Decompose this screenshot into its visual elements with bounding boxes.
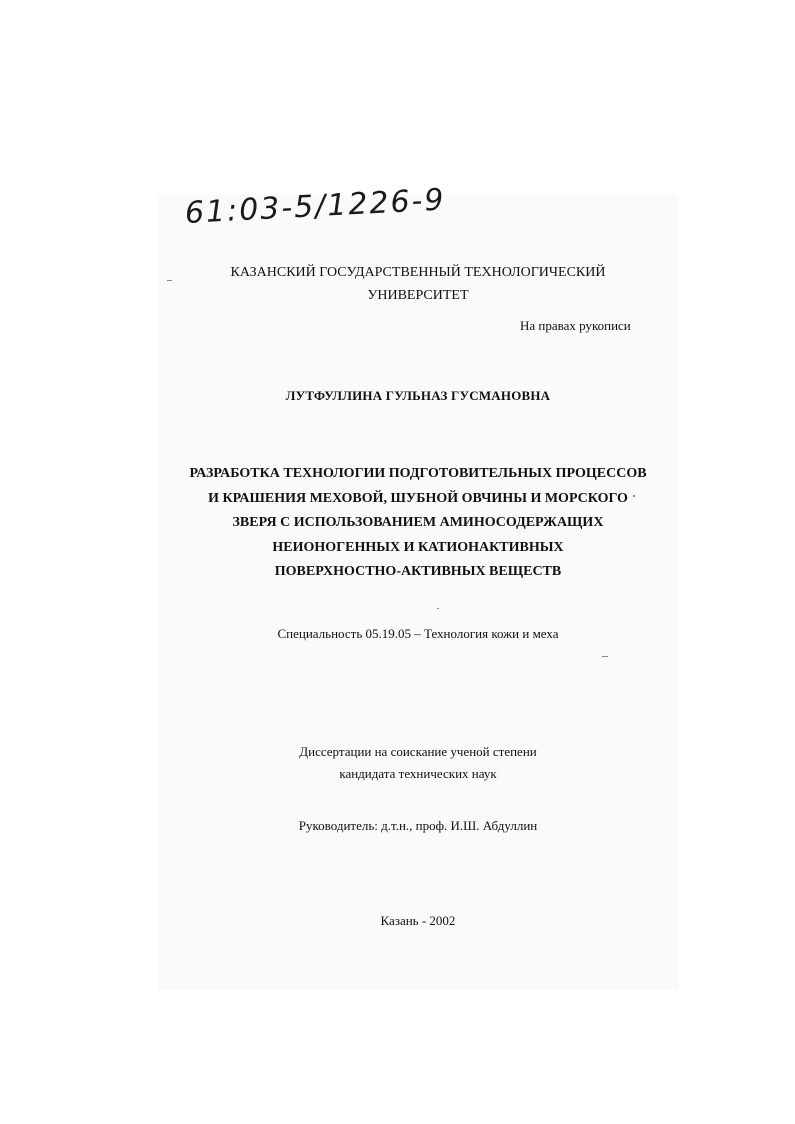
title-line-2: И КРАШЕНИЯ МЕХОВОЙ, ШУБНОЙ ОВЧИНЫ И МОРСКОГО <box>208 490 628 506</box>
author-name: ЛУТФУЛЛИНА ГУЛЬНАЗ ГУСМАНОВНА <box>285 388 551 403</box>
title-line-4: НЕИОНОГЕННЫХ И КАТИОНАКТИВНЫХ <box>272 539 564 555</box>
title-line-3: ЗВЕРЯ С ИСПОЛЬЗОВАНИЕМ АМИНОСОДЕРЖАЩИХ <box>232 515 604 530</box>
university-line-2: УНИВЕРСИТЕТ <box>367 288 469 303</box>
supervisor-line: Руководитель: д.т.н., проф. И.Ш. Абдуллин <box>298 818 538 833</box>
degree-line-2: кандидата технических наук <box>339 766 497 781</box>
university-line-1: КАЗАНСКИЙ ГОСУДАРСТВЕННЫЙ ТЕХНОЛОГИЧЕСКИЙ <box>230 265 606 280</box>
title-line-5: ПОВЕРХНОСТНО-АКТИВНЫХ ВЕЩЕСТВ <box>274 564 562 579</box>
scan-speck <box>633 495 635 497</box>
scanned-page-area <box>158 195 678 990</box>
handwritten-catalog-code: 61:03-5/1226-9 <box>184 182 447 231</box>
scan-speck <box>167 280 172 281</box>
university-name <box>158 261 678 307</box>
degree-line-1: Диссертации на соискание ученой степени <box>299 744 537 759</box>
scan-speck <box>437 608 439 609</box>
city-year: Казань - 2002 <box>380 913 456 928</box>
title-line-1: РАЗРАБОТКА ТЕХНОЛОГИИ ПОДГОТОВИТЕЛЬНЫХ ПРОЦЕССОВ <box>189 466 647 481</box>
specialty-line: Специальность 05.19.05 – Технология кожи и меха <box>277 626 559 641</box>
manuscript-rights-note: На правах рукописи <box>520 318 631 333</box>
scan-speck <box>602 656 608 657</box>
dissertation-title <box>158 462 678 585</box>
degree-statement <box>158 741 678 785</box>
